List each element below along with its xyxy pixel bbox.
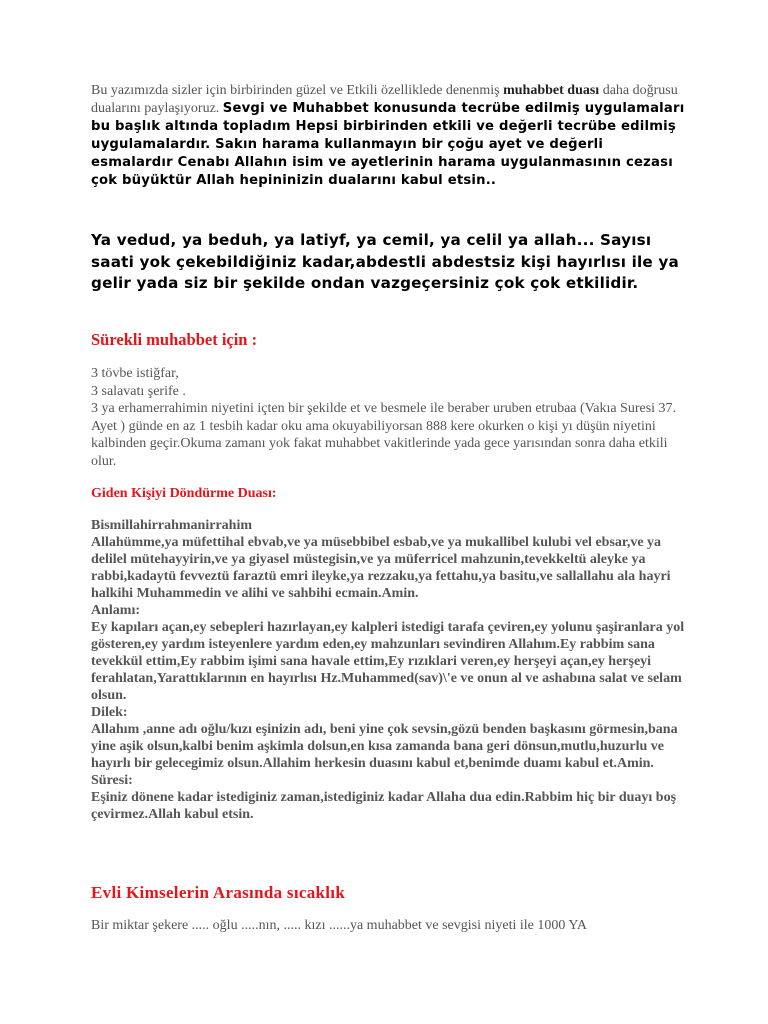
intro-paragraph (91, 82, 686, 190)
prayer-line: Anlamı: (91, 603, 140, 618)
prayer-line: Süresi: (91, 773, 133, 788)
prayer-line: Bismillahirrahmanirrahim (91, 518, 252, 533)
section-giden-kisi-body (91, 517, 691, 823)
prayer-line: Allahümme,ya müfettihal ebvab,ve ya müsebbibel esbab,ve ya mukallibel kulubi vel ebsar,ve ya delilel mütehayyirin,ve ya giyasel müstegisin,ve ya müferricel mahzunin,tevekkeltü aleyke ya rabbi,kadaytü fevveztü faraztü emri ileyke,ya rezzaku,ya fettahu,ya basitu,ve sallallahu ala hayri halkihi Muhammedin ve alihi ve sahbihi ecmain.Amin. (91, 535, 671, 601)
section-heading-surekli: Sürekli muhabbet için : (91, 330, 258, 349)
prayer-line: Ey kapıları açan,ey sebepleri hazırlayan,ey kalpleri istedigi tarafa çeviren,ey yolunu şaşiranlara yol gösteren,ey yardım isteyenlere yardım eden,ey mahzunları sevindiren Allahım.Ey rabbim sana tevekkül ettim,Ey rabbim işimi sana havale ettim,Ey rızıklari veren,ey herşeyi açan,ey herşeyi ferahlatan,Yarattıklarının en hayırlısı Hz.Muhammed(sav)\'e ve onun al ve ashabına salat ve selam olsun. (91, 620, 685, 703)
prayer-line: Dilek: (91, 705, 128, 720)
list-item: 3 ya erhamerrahimin niyetini içten bir şekilde et ve besmele ile beraber uruben etrubaa (Vakıa Suresi 37. Ayet ) günde en az 1 tesbih kadar oku ama okuyabiliyorsan 888 kere okurken o kişi yı düşün niyetini kalbinden geçir.Okuma zamanı yok fakat muhabbet vakitlerinde yada gece yarısından sonra daha etkili olur. (91, 401, 677, 469)
list-item: 3 tövbe istiğfar, (91, 366, 179, 381)
list-item: 3 salavatı şerife . (91, 383, 186, 399)
intro-bold-text: Sevgi ve Muhabbet konusunda tecrübe edilmiş uygulamaları bu başlık altında topladım Hepsi birbirinden etkili ve değerli tecrübe edilmiş uygulamalardır. Sakın harama kullanmayın bir çoğu ayet ve değerli esmalardır Cenabı Allahın isim ve ayetlerinin harama uygulanmasının cezası çok büyüktür Allah hepininizin dualarını kabul etsin.. (91, 101, 685, 188)
section-heading-evli: Evli Kimselerin Arasında sıcaklık (91, 883, 346, 902)
big-paragraph: Ya vedud, ya beduh, ya latiyf, ya cemil, ya celil ya allah... Sayısı saati yok çekebildiğiniz kadar,abdestli abdestsiz kişi hayırlısı ile ya gelir yada siz bir şekilde ondan vazgeçersiniz çok çok etkilidir. (91, 231, 679, 292)
prayer-line: Eşiniz dönene kadar istediginiz zaman,istediginiz kadar Allaha dua edin.Rabbim hiç bir duayı boş çevirmez.Allah kabul etsin. (91, 790, 677, 822)
prayer-line: Allahım ,anne adı oğlu/kızı eşinizin adı, beni yine çok sevsin,gözü benden başkasını görmesin,bana yine aşik olsun,kalbi benim aşkimla dolsun,en kısa zamanda bana geri dönsun,mutlu,huzurlu ve hayırlı bir gelecegimiz olsun.Allahim herkesin duasını kabul et,benimde duamı kabul et.Amin. (91, 722, 678, 771)
section-evli-text: Bir miktar şekere ..... oğlu .....nın, ..... kızı ......ya muhabbet ve sevgisi niyeti ile 1000 YA (91, 918, 588, 933)
section-heading-giden-kisi: Giden Kişiyi Döndürme Duası: (91, 486, 277, 501)
intro-text-2: daha doğrusu dualarını paylaşıyoruz. (91, 83, 678, 116)
intro-text-1: Bu yazımızda sizler için birbirinden güzel ve Etkili özelliklede denenmiş (91, 83, 504, 98)
section-surekli-body (91, 365, 691, 471)
intro-highlight: muhabbet duası (503, 83, 600, 98)
